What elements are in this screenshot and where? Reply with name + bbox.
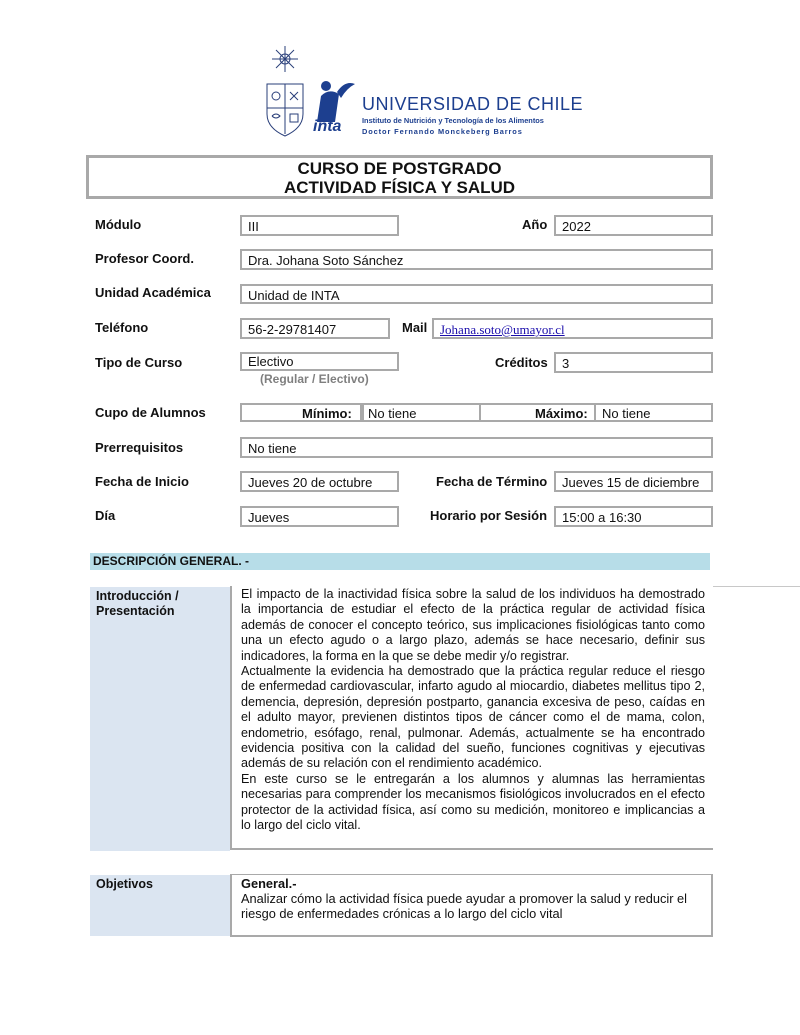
course-title-line-2: ACTIVIDAD FÍSICA Y SALUD: [283, 178, 516, 197]
tipo-curso-field[interactable]: Electivo: [240, 352, 399, 371]
maximo-label: Máximo:: [535, 406, 588, 421]
institute-line-2: Doctor Fernando Monckeberg Barros: [362, 127, 523, 136]
tipo-curso-hint: (Regular / Electivo): [260, 372, 369, 386]
modulo-label: Módulo: [95, 217, 142, 232]
anio-field[interactable]: 2022: [554, 215, 713, 236]
creditos-label: Créditos: [495, 355, 548, 370]
tipo-curso-label: Tipo de Curso: [95, 355, 183, 370]
creditos-field[interactable]: 3: [554, 352, 713, 373]
objetivos-general-title: General.-: [241, 876, 297, 891]
fecha-inicio-field[interactable]: Jueves 20 de octubre: [240, 471, 399, 492]
anio-label: Año: [522, 217, 548, 232]
intro-paragraph-1: El impacto de la inactividad física sobre la salud de los individuos ha demostrado la importancia de estudiar el efecto de la práctica regular de actividad física además de conocer el concepto teórico, sus implicaciones fisiológicas tanto como una un efecto agudo o a largo plazo, además se hace necesario, definir sus indicadores, la forma en la que se debe medir y/o registrar.: [241, 587, 705, 663]
profesor-field[interactable]: Dra. Johana Soto Sánchez: [240, 249, 713, 270]
minimo-label: Mínimo:: [302, 406, 352, 421]
prerrequisitos-label: Prerrequisitos: [95, 440, 184, 455]
intro-paragraph-3: En este curso se le entregarán a los alumnos y alumnas las herramientas necesarias para comprender los mecanismos fisiológicos involucrados en el efecto protector de la actividad física, así como su medición, monitoreo e implicancias a lo largo del ciclo vital.: [241, 771, 705, 833]
inta-logo-text: inta: [313, 118, 342, 135]
objetivos-label-cell: [90, 875, 230, 936]
cupo-label: Cupo de Alumnos: [95, 405, 206, 420]
inta-logo: [309, 78, 357, 138]
intro-label-cell: [90, 587, 230, 851]
unidad-label: Unidad Académica: [95, 285, 211, 300]
objetivos-label: Objetivos: [96, 877, 153, 891]
prerrequisitos-field[interactable]: No tiene: [240, 437, 713, 458]
intro-paragraph-2: Actualmente la evidencia ha demostrado que la práctica regular reduce el riesgo de enfermedad cardiovascular, infarto agudo al miocardio, diabetes mellitus tipo 2, demencia, depresión, depresión postparto, ganancia excesiva de peso, caídas en el adulto mayor, previenen distintos tipos de cáncer como el de mama, colon, endometrio, esófago, renal, pulmonar. Además, actualmente se ha encontrado evidencia positiva con la calidad del sueño, funciones cognitivas y ejecutivas además de su relación con el rendimiento académico.: [241, 664, 705, 771]
intro-label-line-1: Introducción /: [96, 589, 179, 603]
fecha-termino-label: Fecha de Término: [436, 474, 548, 489]
cupo-row: [240, 403, 713, 422]
university-seal: [259, 44, 311, 140]
minimo-field[interactable]: No tiene: [368, 406, 417, 421]
university-name: UNIVERSIDAD DE CHILE: [362, 94, 584, 114]
objetivos-general-text: Analizar cómo la actividad física puede ayudar a promover la salud y reducir el riesgo de enfermedades crónicas a lo largo del ciclo vital: [241, 891, 687, 921]
dia-field[interactable]: Jueves: [240, 506, 399, 527]
course-title-box: [86, 155, 713, 199]
profesor-label: Profesor Coord.: [95, 251, 194, 266]
fecha-inicio-label: Fecha de Inicio: [95, 474, 189, 489]
maximo-field[interactable]: No tiene: [602, 406, 651, 421]
section-descripcion-general: DESCRIPCIÓN GENERAL. -: [90, 553, 710, 570]
fecha-termino-field[interactable]: Jueves 15 de diciembre: [554, 471, 713, 492]
unidad-field[interactable]: Unidad de INTA: [240, 284, 713, 304]
course-title-line-1: CURSO DE POSTGRADO: [297, 159, 502, 178]
horario-label: Horario por Sesión: [430, 508, 548, 523]
telefono-label: Teléfono: [95, 320, 149, 335]
mail-label: Mail: [402, 320, 428, 335]
modulo-field[interactable]: III: [240, 215, 399, 236]
objetivos-text-box: [230, 874, 713, 937]
intro-top-border: [713, 586, 800, 587]
mail-field[interactable]: Johana.soto@umayor.cl: [432, 318, 713, 339]
horario-field[interactable]: 15:00 a 16:30: [554, 506, 713, 527]
dia-label: Día: [95, 508, 116, 523]
institute-line-1: Instituto de Nutrición y Tecnología de los Alimentos: [362, 116, 544, 125]
intro-label-line-2: Presentación: [96, 604, 175, 618]
intro-text-box: [230, 586, 713, 850]
telefono-field[interactable]: 56-2-29781407: [240, 318, 390, 339]
